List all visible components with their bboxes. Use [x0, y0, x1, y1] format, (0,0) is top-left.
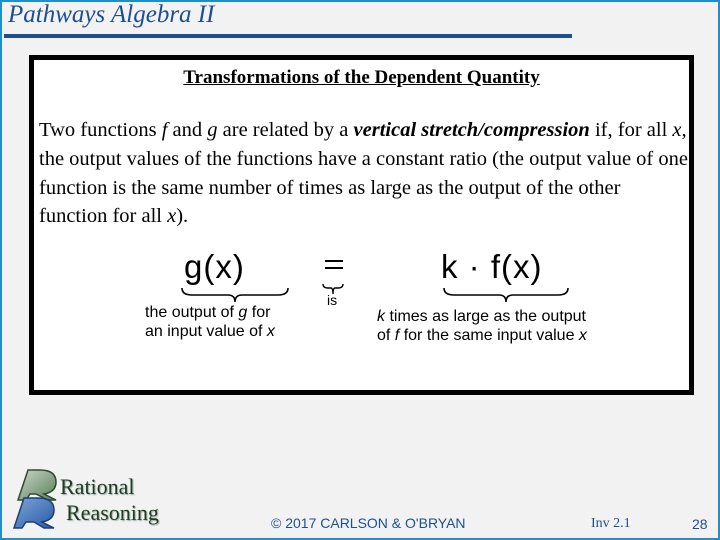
text-run: of: [377, 327, 395, 344]
equation-lhs: g(x): [184, 248, 245, 285]
text-run: for the same input value: [399, 327, 579, 344]
var-k: k: [377, 308, 385, 325]
is-label: is: [327, 292, 338, 308]
rhs-annotation: [377, 307, 587, 345]
text-run: ).: [176, 205, 189, 228]
text-run: and: [167, 119, 208, 141]
var-x: x: [672, 119, 682, 141]
text-run: , the output values of the functions have a constant ratio (the output value of one function is the same number of times as large as the output of the other function for all: [39, 119, 688, 228]
lhs-annotation: [145, 303, 275, 341]
equation-rhs: k · f(x): [441, 248, 543, 285]
var-x: x: [266, 323, 275, 340]
var-x: x: [578, 327, 587, 344]
rhs-brace: [442, 286, 570, 304]
logo-text-reasoning: Reasoning: [66, 500, 159, 525]
var-f: f: [394, 327, 400, 344]
logo-text-rational: Rational: [60, 474, 135, 499]
var-f: f: [161, 119, 168, 141]
text-run: the output of: [145, 304, 239, 321]
text-run: times as large as the output: [385, 308, 586, 325]
definition-box: [29, 55, 694, 395]
definition-text: [39, 116, 689, 231]
investigation-label: Inv 2.1: [591, 516, 631, 531]
equals-brace: [321, 282, 345, 296]
text-run: for: [247, 304, 271, 321]
equals-sign: [323, 255, 345, 274]
var-g: g: [207, 119, 218, 141]
copyright: © 2017 CARLSON & O'BRYAN: [271, 515, 466, 531]
key-term: vertical stretch/compression: [353, 119, 590, 141]
text-run: if, for all: [589, 119, 673, 141]
header-rule: [4, 34, 572, 38]
text-run: are related by a: [217, 119, 354, 141]
course-title: Pathways Algebra II: [8, 1, 215, 28]
page-number: 28: [692, 516, 708, 532]
box-title: Transformations of the Dependent Quantity: [183, 67, 540, 88]
lhs-brace: [180, 286, 290, 304]
var-x: x: [167, 205, 177, 228]
text-run: an input value of: [145, 323, 267, 340]
var-g: g: [238, 304, 248, 321]
text-run: Two functions: [39, 119, 162, 141]
